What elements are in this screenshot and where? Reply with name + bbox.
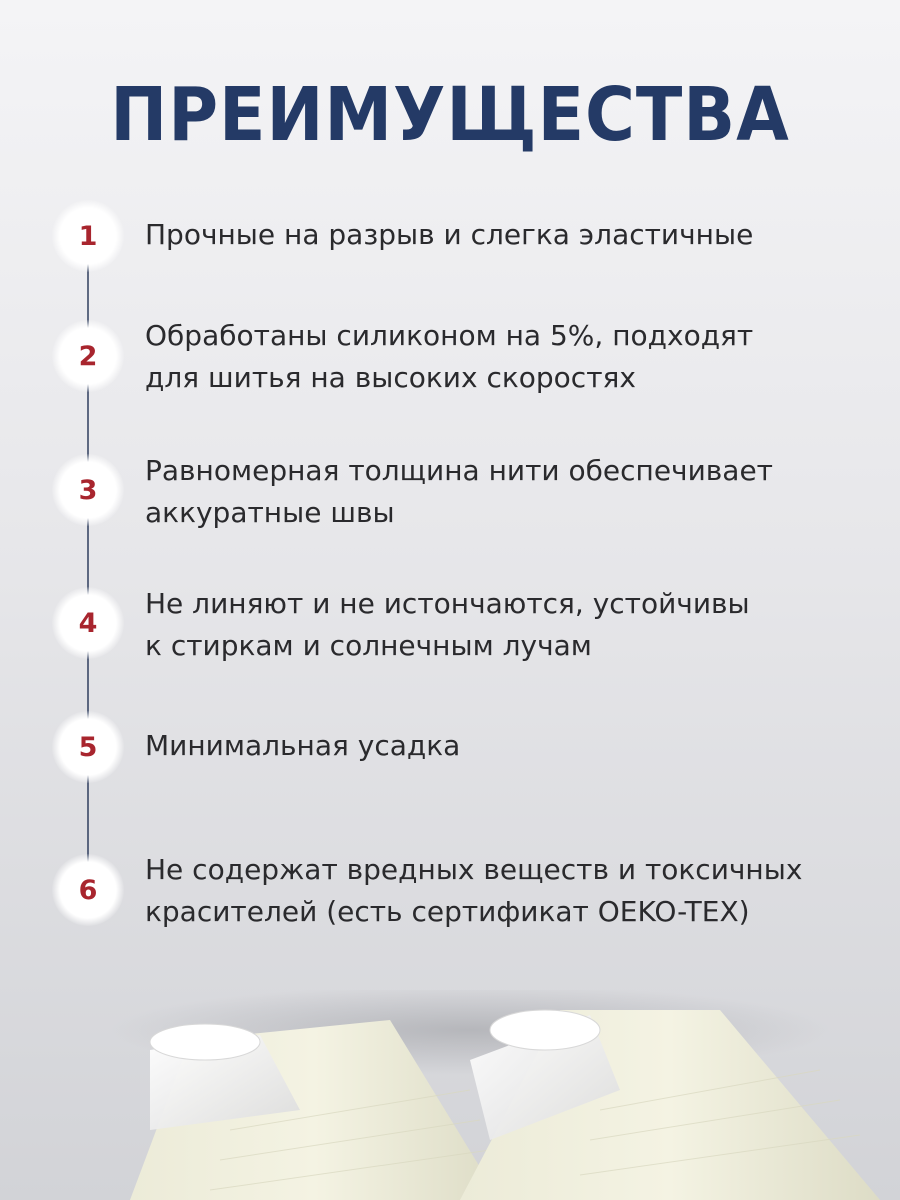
item-text [145, 583, 875, 667]
item-text-line: Равномерная толщина нити обеспечивает [145, 454, 773, 487]
item-text-line: Не содержат вредных веществ и токсичных [145, 853, 803, 886]
item-text-line: к стиркам и солнечным лучам [145, 629, 592, 662]
advantage-item-5 [0, 711, 900, 801]
number-badge [52, 587, 124, 659]
advantage-item-1 [0, 200, 900, 290]
item-number: 4 [78, 607, 98, 639]
item-text-line: для шитья на высоких скоростях [145, 361, 636, 394]
item-number: 2 [78, 340, 98, 372]
item-number: 1 [78, 220, 98, 252]
advantage-item-4 [0, 587, 900, 677]
item-text-line: Минимальная усадка [145, 729, 461, 762]
thread-spools-image [0, 990, 900, 1200]
item-text-line: Не линяют и не истончаются, устойчивы [145, 587, 750, 620]
number-badge [52, 200, 124, 272]
item-text-line: Обработаны силиконом на 5%, подходят [145, 319, 754, 352]
item-number: 5 [78, 731, 98, 763]
advantage-item-6 [0, 854, 900, 944]
item-text-line: аккуратные швы [145, 496, 395, 529]
advantage-item-3 [0, 454, 900, 544]
item-text [145, 315, 875, 399]
item-text [145, 849, 875, 933]
number-badge [52, 854, 124, 926]
number-badge [52, 320, 124, 392]
item-text [145, 450, 875, 534]
item-text-line: Прочные на разрыв и слегка эластичные [145, 218, 754, 251]
item-text [145, 725, 875, 767]
item-number: 6 [78, 874, 98, 906]
number-badge [52, 711, 124, 783]
item-text-line: красителей (есть сертификат OEKO-TEX) [145, 895, 750, 928]
item-text [145, 214, 875, 256]
page-title: ПРЕИМУЩЕСТВА [110, 72, 790, 158]
advantage-item-2 [0, 320, 900, 410]
item-number: 3 [78, 474, 98, 506]
number-badge [52, 454, 124, 526]
